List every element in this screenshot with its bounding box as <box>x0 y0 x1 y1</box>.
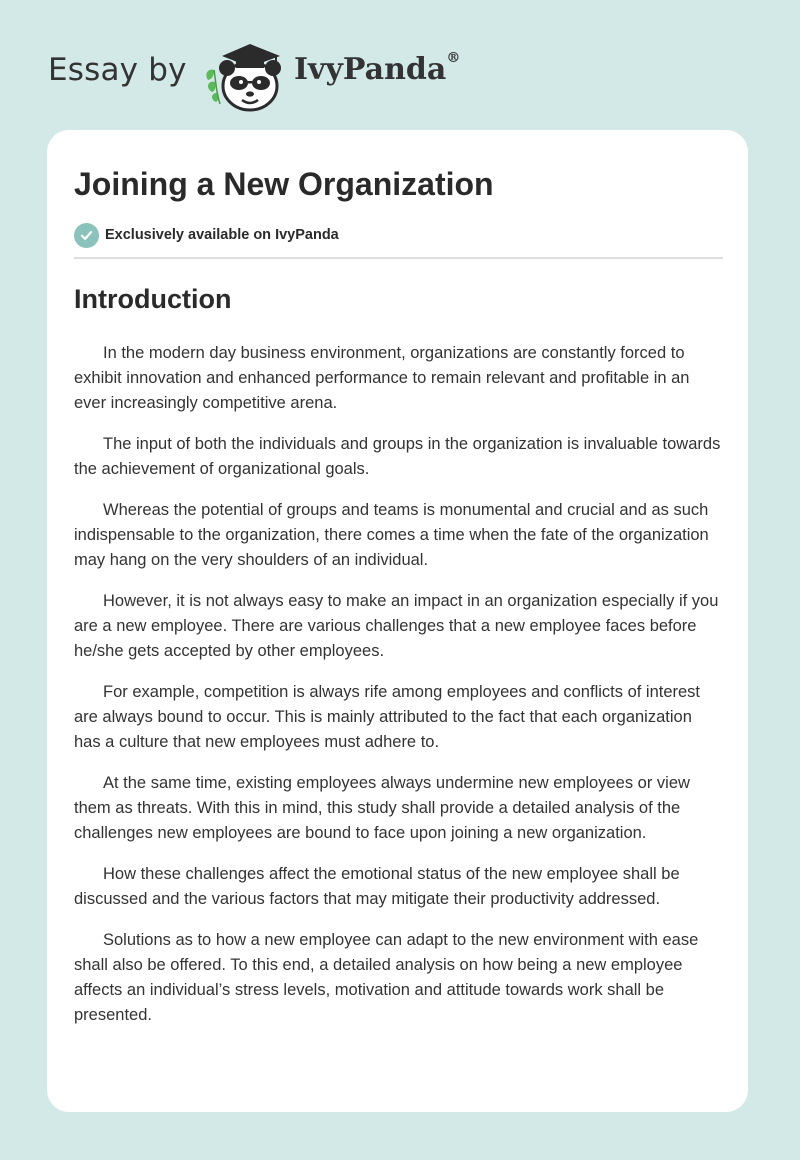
section-heading: Introduction <box>74 284 232 314</box>
check-icon <box>74 223 99 248</box>
paragraph: Solutions as to how a new employee can adapt to the new environment with ease shall also be offered. To this end, a detailed analysis on how being a new employee affects an individual’s stress levels, motivation and attitude towards work shall be presented. <box>74 931 699 1024</box>
paragraph: Whereas the potential of groups and teams is monumental and crucial and as such indispensable to the organization, there comes a time when the fate of the organization may hang on the very shoulders of an individual. <box>74 501 709 569</box>
brand-name: IvyPanda® <box>294 50 461 87</box>
paragraph: However, it is not always easy to make an impact in an organization especially if you are a new employee. There are various challenges that a new employee faces before he/she gets accepted by other employees. <box>74 592 719 660</box>
exclusive-label: Exclusively available on IvyPanda <box>105 227 339 243</box>
panda-graduate-logo-icon <box>202 36 292 112</box>
essay-content <box>74 160 722 1044</box>
registered-mark: ® <box>446 50 461 66</box>
paragraph: The input of both the individuals and groups in the organization is invaluable towards the achievement of organizational goals. <box>74 435 721 478</box>
paragraph: How these challenges affect the emotional status of the new employee shall be discussed and the various factors that may mitigate their productivity addressed. <box>74 865 680 908</box>
essay-title: Joining a New Organization <box>74 166 494 202</box>
title-divider <box>74 257 723 259</box>
essay-body <box>74 341 722 1028</box>
essay-card <box>47 130 748 1112</box>
exclusive-badge <box>74 222 722 248</box>
paragraph: In the modern day business environment, organizations are constantly forced to exhibit innovation and enhanced performance to remain relevant and profitable in an ever increasingly competitive arena. <box>74 344 690 412</box>
brand-prefix: Essay by <box>48 52 187 88</box>
brand-header <box>48 32 508 112</box>
paragraph: For example, competition is always rife among employees and conflicts of interest are always bound to occur. This is mainly attributed to the fact that each organization has a culture that new employees must adhere to. <box>74 683 701 751</box>
paragraph: At the same time, existing employees always undermine new employees or view them as threats. With this in mind, this study shall provide a detailed analysis of the challenges new employees are bound to face upon joining a new organization. <box>74 774 690 842</box>
